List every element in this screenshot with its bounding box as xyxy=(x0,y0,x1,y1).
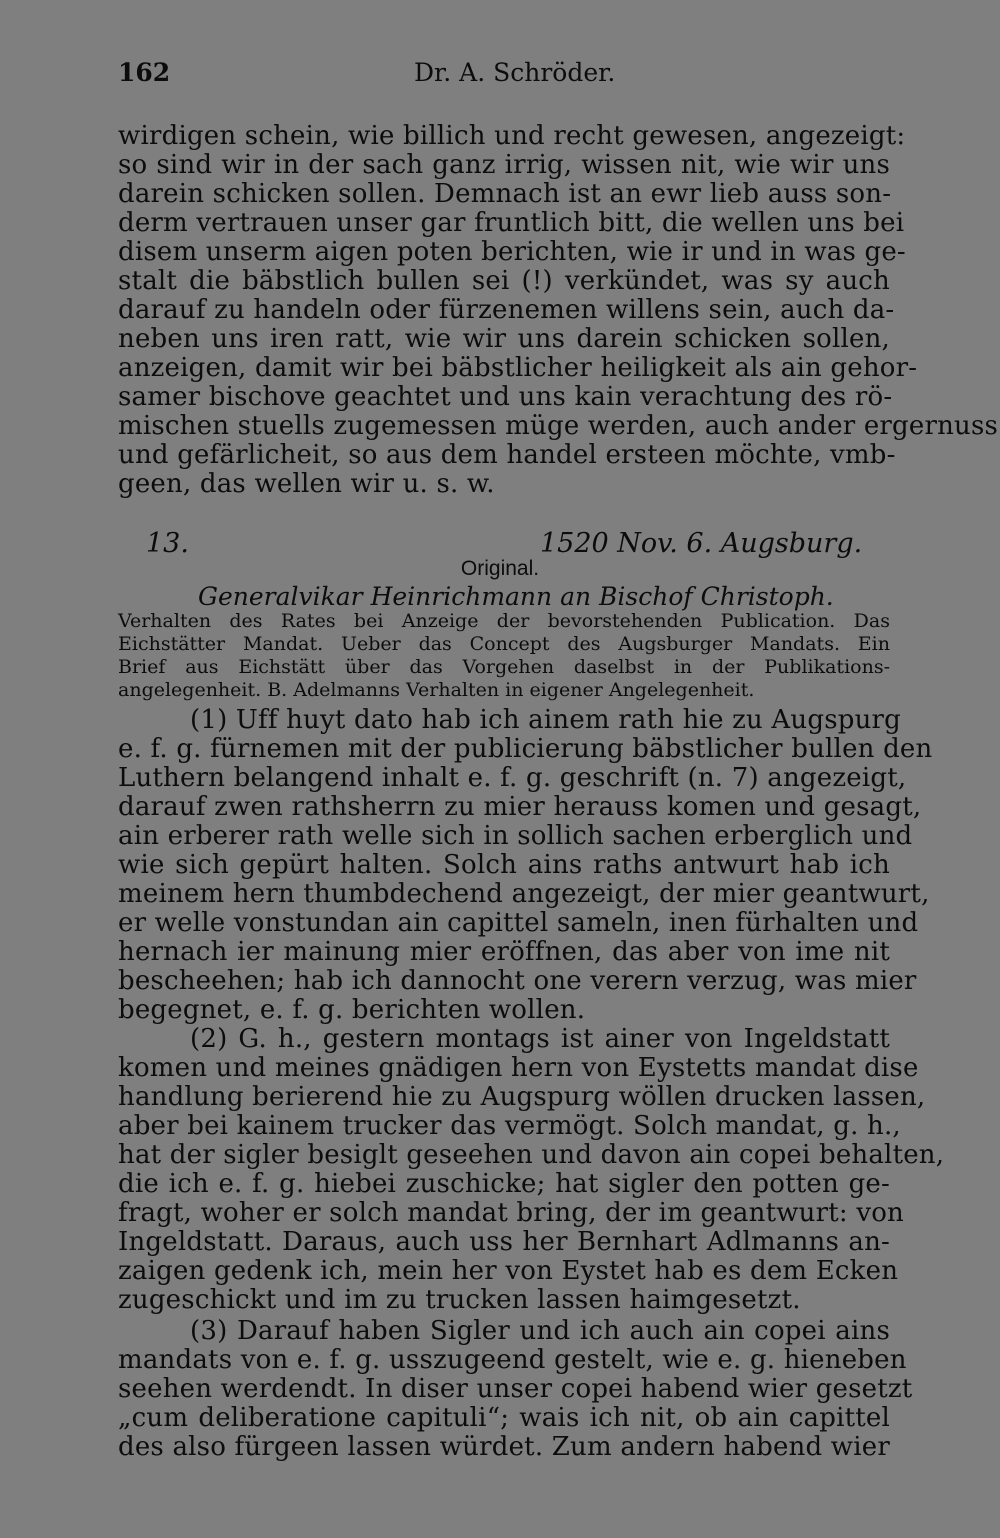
text-line: geen, das wellen wir u. s. w. xyxy=(118,469,495,499)
text-line: (1) Uff huyt dato hab ich ainem rath hie zu Augspurg xyxy=(190,705,902,735)
document-date-place: 1520 Nov. 6. Augsburg. xyxy=(540,528,863,559)
text-line: zugeschickt und im zu trucken lassen haimgesetzt. xyxy=(118,1285,801,1315)
text-line: hernach ier mainung mier eröffnen, das aber von ime nit xyxy=(118,937,890,967)
text-line: die ich e. f. g. hiebei zuschicke; hat sigler den potten ge- xyxy=(118,1169,890,1199)
summary-line: Verhalten des Rates bei Anzeige der bevorstehenden Publication. Das xyxy=(118,610,890,632)
text-line: fragt, woher er solch mandat bring, der im geantwurt: von xyxy=(118,1198,905,1228)
text-line: darein schicken sollen. Demnach ist an ewr lieb auss son- xyxy=(118,179,892,209)
text-line: (3) Darauf haben Sigler und ich auch ain copei ains xyxy=(190,1316,890,1346)
document-title: Generalvikar Heinrichmann an Bischof Christoph. xyxy=(198,582,834,611)
text-line: „cum deliberatione capituli“; wais ich nit, ob ain capittel xyxy=(118,1403,890,1433)
text-line: so sind wir in der sach ganz irrig, wissen nit, wie wir uns xyxy=(118,150,890,180)
summary-line: Brief aus Eichstätt über das Vorgehen daselbst in der Publikations- xyxy=(118,656,890,678)
text-line: e. f. g. fürnemen mit der publicierung bäbstlicher bullen den xyxy=(118,734,933,764)
text-line: (2) G. h., gestern montags ist ainer von Ingeldstatt xyxy=(190,1024,890,1054)
text-line: komen und meines gnädigen hern von Eystetts mandat dise xyxy=(118,1053,919,1083)
text-line: samer bischove geachtet und uns kain verachtung des rö- xyxy=(118,382,893,412)
text-line: seehen werdendt. In diser unser copei habend wier gesetzt xyxy=(118,1374,913,1404)
text-line: darauf zwen rathsherrn zu mier herauss komen und gesagt, xyxy=(118,792,922,822)
text-line: hat der sigler besiglt geseehen und davon ain copei behalten, xyxy=(118,1140,945,1170)
document-source: Original. xyxy=(460,557,540,580)
text-line: Luthern belangend inhalt e. f. g. geschrift (n. 7) angezeigt, xyxy=(118,763,907,793)
running-header xyxy=(118,58,888,92)
page-number: 162 xyxy=(118,58,171,87)
text-line: bescheehen; hab ich dannocht one verern verzug, was mier xyxy=(118,966,917,996)
text-line: mischen stuells zugemessen müge werden, auch ander ergernuss xyxy=(118,411,999,441)
text-line: mandats von e. f. g. usszugeend gestelt, wie e. g. hieneben xyxy=(118,1345,907,1375)
text-line: ain erberer rath welle sich in sollich sachen erberglich und xyxy=(118,821,913,851)
text-line: Ingeldstatt. Daraus, auch uss her Bernhart Adlmanns an- xyxy=(118,1227,890,1257)
text-line: aber bei kainem trucker das vermögt. Solch mandat, g. h., xyxy=(118,1111,901,1141)
summary-line: Eichstätter Mandat. Ueber das Concept des Augsburger Mandats. Ein xyxy=(118,633,890,655)
text-line: er welle vonstundan ain capittel sameln, inen fürhalten und xyxy=(118,908,919,938)
text-line: meinem hern thumbdechend angezeigt, der mier geantwurt, xyxy=(118,879,930,909)
text-line: anzeigen, damit wir bei bäbstlicher heiligkeit als ain gehor- xyxy=(118,353,918,383)
text-line: neben uns iren ratt, wie wir uns darein schicken sollen, xyxy=(118,324,890,354)
summary-line: angelegenheit. B. Adelmanns Verhalten in eigener Angelegenheit. xyxy=(118,679,755,701)
text-line: stalt die bäbstlich bullen sei (!) verkündet, was sy auch xyxy=(118,266,890,296)
text-line: zaigen gedenk ich, mein her von Eystet hab es dem Ecken xyxy=(118,1256,899,1286)
text-line: derm vertrauen unser gar fruntlich bitt, die wellen uns bei xyxy=(118,208,905,238)
text-line: wirdigen schein, wie billich und recht gewesen, angezeigt: xyxy=(118,121,906,151)
text-line: des also fürgeen lassen würdet. Zum andern habend wier xyxy=(118,1432,890,1462)
text-line: darauf zu handeln oder fürzenemen willens sein, auch da- xyxy=(118,295,895,325)
text-line: begegnet, e. f. g. berichten wollen. xyxy=(118,995,586,1025)
text-line: wie sich gepürt halten. Solch ains raths antwurt hab ich xyxy=(118,850,890,880)
text-line: disem unserm aigen poten berichten, wie ir und in was ge- xyxy=(118,237,906,267)
text-line: handlung berierend hie zu Augspurg wöllen drucken lassen, xyxy=(118,1082,926,1112)
text-line: und gefärlicheit, so aus dem handel ersteen möchte, vmb- xyxy=(118,440,896,470)
document-number: 13. xyxy=(146,528,189,559)
header-author: Dr. A. Schröder. xyxy=(414,58,616,87)
